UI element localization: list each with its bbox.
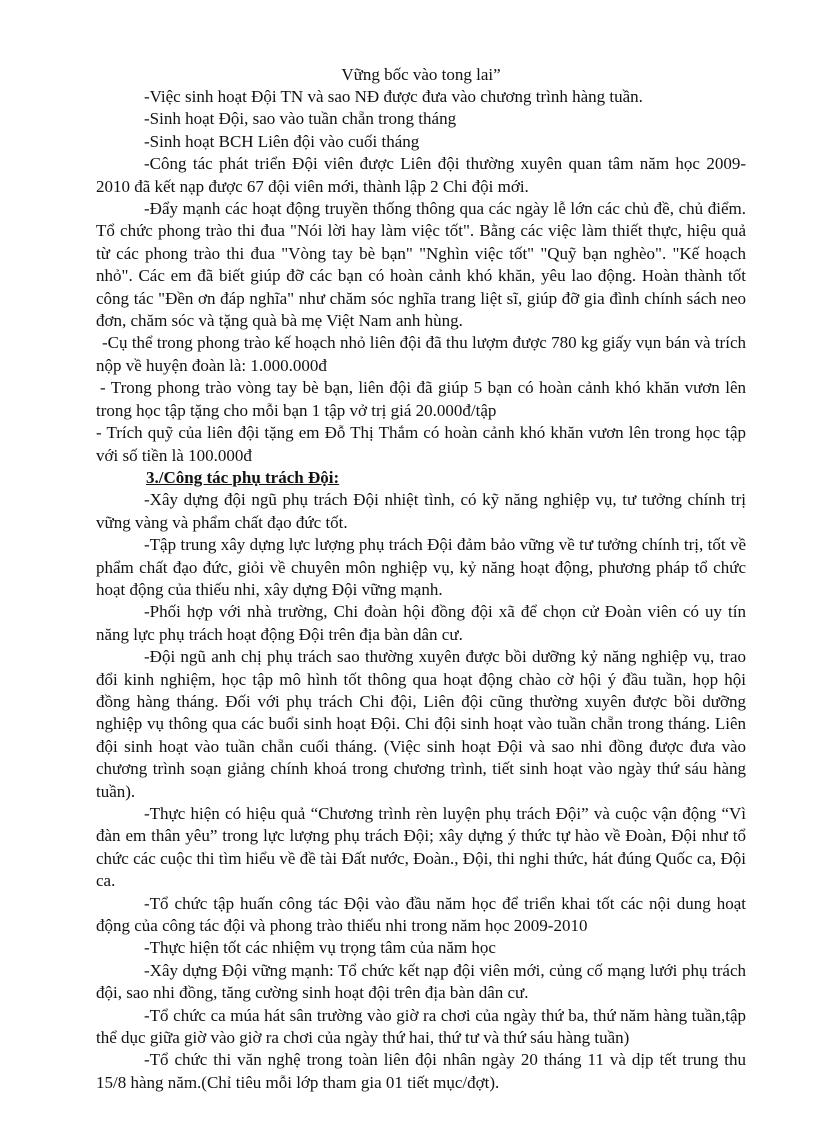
- paragraph: -Cụ thể trong phong trào kế hoạch nhỏ liên đội đã thu lượm được 780 kg giấy vụn bán và trích nộp về huyện đoàn là: 1.000.000đ: [96, 333, 746, 375]
- paragraph: -Tổ chức tập huấn công tác Đội vào đầu năm học để triển khai tốt các nội dung hoạt động của công tác đội và phong trào thiếu nhi trong năm học 2009-2010: [96, 893, 746, 936]
- paragraph: -Tổ chức ca múa hát sân trường vào giờ ra chơi của ngày thứ ba, thứ năm hàng tuần,tập thể dục giữa giờ vào giờ ra chơi của ngày thứ hai, thứ tư và thứ sáu hàng tuần): [96, 1005, 746, 1048]
- paragraph: -Thực hiện có hiệu quả “Chương trình rèn luyện phụ trách Đội” và cuộc vận động “Vì đàn em thân yêu” trong lực lượng phụ trách Đội; xây dựng ý thức tự hào về Đoàn, Đội như tổ chức các cuộc thi tìm hiểu về đề tài Đất nước, Đoàn., Đội, thi nghi thức, hát đúng Quốc ca, Đội ca.: [96, 804, 746, 891]
- paragraph: - Trong phong trào vòng tay bè bạn, liên đội đã giúp 5 bạn có hoàn cảnh khó khăn vươn lên trong học tập tặng cho mỗi bạn 1 tập vở trị giá 20.000đ/tập: [96, 378, 746, 420]
- paragraph: -Xây dựng Đội vững mạnh: Tổ chức kết nạp đội viên mới, củng cố mạng lưới phụ trách đội, sao nhi đồng, tăng cường sinh hoạt đội trên địa bàn dân cư.: [96, 960, 746, 1003]
- document-page: [96, 64, 746, 1094]
- paragraph: -Công tác phát triển Đội viên được Liên đội thường xuyên quan tâm năm học 2009-2010 đã kết nạp được 67 đội viên mới, thành lập 2 Chi đội mới.: [96, 154, 746, 196]
- paragraph: -Sinh hoạt BCH Liên đội vào cuối tháng: [144, 131, 420, 151]
- document-title: Vững bốc vào tong lai”: [341, 65, 501, 84]
- paragraph: -Phối hợp với nhà trường, Chi đoàn hội đồng đội xã để chọn cử Đoàn viên có uy tín năng lực phụ trách hoạt động Đội trên địa bàn dân cư.: [96, 602, 746, 644]
- paragraph: -Đẩy mạnh các hoạt động truyền thống thông qua các ngày lễ lớn các chủ đề, chủ điểm. Tổ chức phong trào thi đua "Nói lời hay làm việc tốt". Bằng các việc làm thiết thực, hiệu quả từ các phong trào thi đua "Vòng tay bè bạn" "Nghìn việc tốt" "Quỹ bạn nghèo". "Kế hoạch nhỏ". Các em đã biết giúp đỡ các bạn có hoàn cảnh khó khăn, yêu lao động. Hoàn thành tốt công tác "Đền ơn đáp nghĩa" như chăm sóc nghĩa trang liệt sĩ, giúp đỡ gia đình chính sách neo đơn, chăm sóc và tặng quà bà mẹ Việt Nam anh hùng.: [96, 199, 746, 331]
- paragraph: -Thực hiện tốt các nhiệm vụ trọng tâm của năm học: [144, 938, 496, 958]
- paragraph: -Sinh hoạt Đội, sao vào tuần chẵn trong tháng: [144, 109, 457, 129]
- paragraph: -Tập trung xây dựng lực lượng phụ trách Đội đảm bảo vững về tư tưởng chính trị, tốt về phẩm chất đạo đức, giỏi về chuyên môn nghiệp vụ, kỷ năng hoạt động, phương pháp tổ chức hoạt động của thiếu nhi, xây dựng Đội vững mạnh.: [96, 535, 746, 599]
- paragraph: -Tổ chức thi văn nghệ trong toàn liên đội nhân ngày 20 tháng 11 và dịp tết trung thu 15/8 hàng năm.(Chỉ tiêu mỗi lớp tham gia 01 tiết mục/đợt).: [96, 1050, 746, 1092]
- paragraph: -Việc sinh hoạt Đội TN và sao NĐ được đưa vào chương trình hàng tuần.: [144, 87, 643, 106]
- paragraph: -Xây dựng đội ngũ phụ trách Đội nhiệt tình, có kỹ năng nghiệp vụ, tư tưởng chính trị vững vàng và phẩm chất đạo đức tốt.: [96, 490, 746, 532]
- paragraph: - Trích quỹ của liên đội tặng em Đỗ Thị Thắm có hoàn cảnh khó khăn vươn lên trong học tập với số tiền là 100.000đ: [96, 423, 746, 465]
- paragraph: -Đội ngũ anh chị phụ trách sao thường xuyên được bồi dưỡng kỷ năng nghiệp vụ, trao đổi kinh nghiệm, học tập mô hình tốt thông qua hoạt động chào cờ hội ý đầu tuần, họp hội đồng hàng tháng. Đối với phụ trách Chi đội, Liên đội cũng thường xuyên được bồi dưỡng nghiệp vụ thông qua các buổi sinh hoạt Đội. Chi đội sinh hoạt vào tuần chẵn trong tháng. Liên đội sinh hoạt vào tuần chẵn cuối tháng. (Việc sinh hoạt Đội và sao nhi đồng được đưa vào chương trình soạn giảng chính khoá trong chương trình, tiết sinh hoạt vào ngày thứ sáu hàng tuần).: [96, 647, 746, 801]
- section-heading: 3./Công tác phụ trách Đội:: [146, 467, 340, 487]
